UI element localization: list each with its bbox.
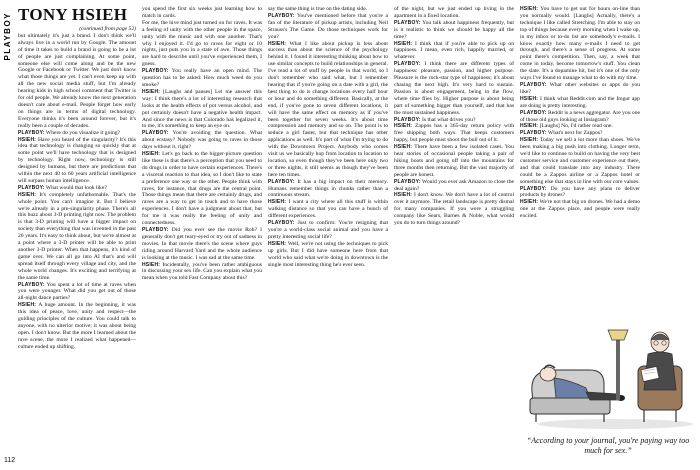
paragraph [18,302,136,350]
paragraph-text: Is that what drives you? [422,116,476,123]
speaker-label: HSIEH: [268,40,287,47]
paragraph [18,185,136,192]
speaker-label: PLAYBOY: [268,12,295,19]
paragraph-text: You really have an open mind. The question has to be asked: How much weed do you smoke? [142,68,262,88]
paragraph-text: It's completely unfathomable. That's the whole point. You can't imagine it. But I believe we're already in a pre-singularity phase. There's all this buzz about 3-D printing right now. The problem is that 3-D printing will have a bigger impact on society than everything that was invented in the past 20 years. It's easy to think about, but we're almost at a point where a 3-D printer will be able to print another 3-D printer. When that happens, it's kind of game over. We can all go into AI that's and will spread itself through every village and city, and the whole world changes. It's exciting and terrifying at the same time. [18,191,136,281]
paragraph [18,282,136,303]
speaker-label: PLAYBOY: [394,116,421,123]
paragraph [520,186,640,200]
paragraph [268,41,388,179]
column-paragraphs [394,6,514,227]
paragraph-text: say the same thing is true on the dating side. [268,6,368,12]
paragraph [394,41,514,62]
speaker-label: PLAYBOY: [268,178,295,185]
column-paragraphs [142,6,262,282]
paragraph-text: I want a city where all this stuff is within walking distance so that you can have a bunch of different experiences. [268,199,388,220]
speaker-label: PLAYBOY: [18,184,45,191]
paragraph [142,89,262,130]
paragraph-text: A huge amount. In the beginning, it was this idea of peace, love, unity and respect—the guiding principles of the culture. You could talk to anyone, with no ulterior motive; it was about being open. I don't know. But the more I learned about the rave scene, the more I realized what happened—culture ended up shifting. [18,302,136,350]
paragraph-text: you spend the first six weeks just learning how to match in cards. [142,6,262,19]
cartoon-caption: “According to your journal, you're paying way too much for sex.” [526,436,690,455]
paragraph-text: Reddit is a news aggregator. Are you one of those old guys looking at Instagram? [520,109,640,123]
paragraph-text: You have to get out for hours on-line than you normally would. [Laughs] Actually, there's a technique I like called Stretching. I'm able to stay on top of things because every morning when I wake up, in my inbox or to-do list are somebody's e-mails. I know exactly how many e-mails I need to get through, and there's a sense of progress. At some point there's competition. Then, say, a week that come in today, become tomorrow's stuff. You clean the slate. It's a dopamine hit, but it's one of the only ways I've found to manage what to do with my time. [520,6,640,82]
speaker-label: PLAYBOY: [142,227,169,233]
paragraph [520,110,640,124]
paragraph-text: What I like about pickup is less about success than about the science of the psychology behind it. I found it interesting thinking about how to use similar concepts to build relationships in general. I've read a lot of stuff by people in that world, so I don't remember who said what, but I remember hearing that if you're going on a date with a girl, the best thing to do is change locations every half hour or hour and do something different. Basically, at the end, if you've gone to seven different locations, it will have the same effect on memory as if you've been together for seven weeks. It's about time compression and memory and so on. The point is to seduce a girl faster, but that technique has other applications as well. It's part of what I'm trying to do with the Downtown Project. Anybody who comes visit us we basically hop from location to location to location, so even though they've been here only two or three nights, it still seems as though they've been here ten times. [268,40,388,178]
paragraph-text: There have been a few isolated cases. You hear stories of occasional people taking a pair of hiking boots and going off into the mountains for three months then returning. But the vast majority of people are honest. [394,144,514,178]
paragraph [142,227,262,262]
speaker-label: HSIEH: [142,261,161,268]
speaker-label: PLAYBOY: [520,109,547,116]
paragraph-text: I think there are different types of happiness: pleasure, passion, and higher purpose. Pleasure is the rock-star type of happiness; it's about chasing the next high. It's very hard to sustain. Passion is about engagement, being in the flow, where time flies by. Higher purpose is about being part of something bigger than yourself, and that has the most sustained happiness. [394,61,514,116]
paragraph [520,137,640,185]
page-number: 112 [4,457,16,464]
paragraph [520,6,640,82]
paragraph-text: You spent a lot of time at raves when you were younger. What did you get out of those all-night dance parties? [18,281,136,302]
speaker-label: HSIEH: [142,88,161,95]
speaker-label: PLAYBOY: [18,281,45,288]
column-paragraphs [520,6,640,220]
paragraph-text: I think that if you're able to pick up on happiness. I mean, even rich, happily married, or whatever. [394,40,514,61]
speaker-label: HSIEH: [520,6,539,12]
paragraph [520,96,640,110]
paragraph [268,13,388,41]
text-column-4 [394,6,514,464]
paragraph-text: Today we sell a lot more than shoes. We've been making a big push into clothing. Longer term, we'd like to continue to build on having the very best customer service and customer experience out there, and that could translate into any industry. There could be a Zappos airline or a Zappos hotel or something else that stays in line with our core values. [520,137,640,185]
paragraph [268,6,388,13]
paragraph-text: Would you ever ask Amazon to close the deal again? [394,178,514,192]
paragraph-text: Let's go back to the bigger-picture question like these is that there's a perception that you need to do drugs in order to have certain experiences. There's a visceral reaction to that idea, so I don't like to state a preference one way or the other. People think with raves, for instance, that drugs are the central point. Those things mean that there are certainly drugs, and raves are a way to get in touch and to have those experiences. I don't have a judgment about that, but for me it was really the feeling of unity and connectedness. [142,151,262,227]
text-column-3 [268,6,388,464]
paragraph [18,130,136,137]
paragraph-text: You're avoiding the question. What about ecstasy? Nobody was going to raves in those days without it, right? [142,130,262,151]
paragraph [142,130,262,151]
paragraph-text: We're not that big on drones. We had a demo one at the Zappos place, and people were really excited. [520,199,640,220]
speaker-label: PLAYBOY: [520,185,547,192]
paragraph-text: [Laughs] No, I'd rather read one. [539,123,613,130]
paragraph-text: Did you ever see the movie Rob? I generally don't get teary-eyed or try out of sadness in movies. In that movie there's the scene where guys riding around Harvard Yard and the whole audience is looking at the music. I was sad at the same time. [142,227,262,261]
speaker-label: HSIEH: [394,192,413,199]
paragraph-text: What would that look like? [45,184,107,191]
paragraph-text: Incidentally, you've been rather ambiguous in discussing your sex life. Can you explain what you mean when you told Fast Company about this? [142,261,262,282]
paragraph [394,123,514,144]
magazine-side-label: PLAYBOY [3,12,12,61]
speaker-label: HSIEH: [394,123,413,130]
paragraph-text: Just to confirm: You're resigning that you're a world-class social animal and you have a pretty interesting social life? [268,220,388,240]
paragraph-text: I think what Reddit.com and the Imgur app are doing is pretty interesting. [520,95,640,109]
paragraph [268,241,388,269]
speaker-label: HSIEH: [394,144,413,151]
column-paragraphs [268,6,388,268]
paragraph [394,179,514,193]
paragraph [268,199,388,220]
text-column-5 [520,6,640,306]
speaker-label: PLAYBOY: [394,61,421,68]
speaker-label: HSIEH: [520,95,539,102]
paragraph-text: Have you heard of the singularity? It's this idea that technology is changing so quickly that at some point we'll have technology that is designed by technology. Right now, technology is still designed by humans, but there are predictions that within the next 40 to 60 years artificial intelligence will surpass human intelligence. [18,136,136,184]
speaker-label: HSIEH: [394,40,413,47]
text-column-2 [142,6,262,464]
text-column-1 [18,6,136,464]
paragraph [18,137,136,185]
paragraph [394,61,514,116]
paragraph [394,6,514,20]
paragraph [142,262,262,283]
paragraph [394,117,514,124]
paragraph-text: Well, we're not using the techniques to pick up girls. But I did have someone here from that world who said what we're doing in downtown is the single most interesting thing he's ever seen. [268,240,388,268]
cartoon-illustration [520,300,696,430]
speaker-label: HSIEH: [142,151,161,158]
paragraph [520,82,640,96]
speaker-label: PLAYBOY: [18,129,45,136]
paragraph-text: but ultimately it's just a brand. I don't think we'll always live in a world run by Google. The amount of time it takes to build a brand is going to be a lot of people are just complaining. At some point, someone else will come along and be the new Google or Facebook or Twitter. We just don't know what those things are yet. I can't even keep up with all the new social media stuff, but I'm already hearing kids in high school comment that Twitter is for old people. We already know the next generation doesn't care about e-mail. People forget how early on things are in terms of digital technology. Everyone thinks it's been around forever, but it's really been a couple of decades. [18,32,136,129]
speaker-label: HSIEH: [268,199,287,206]
speaker-label: HSIEH: [18,136,37,143]
speaker-label: PLAYBOY: [268,220,295,227]
paragraph-text: Where do you visualize it going? [45,129,121,136]
paragraph [142,68,262,89]
speaker-label: HSIEH: [520,199,539,206]
speaker-label: HSIEH: [268,240,287,247]
article-headline: TONY HSIEH [18,6,128,24]
paragraph-text: Zappos has a 365-day return policy with free shipping both ways. That keeps customers happy, but people must shoot the bull out of it. [394,123,514,144]
paragraph-text: I don't know. We don't have a lot of control over it anymore. The retail landscape is pretty dismal for many companies. If you were a struggling company like Sears, Barnes & Noble, what would you do to turn things around? [394,192,514,227]
paragraph [394,20,514,41]
paragraph [268,179,388,200]
paragraph [268,220,388,241]
paragraph [142,20,262,68]
speaker-label: PLAYBOY: [142,130,169,137]
paragraph-text: What other websites or apps do you like? [520,81,640,95]
paragraph [18,192,136,282]
paragraph-text: [Laughs and pauses] Let me answer this way: I think there's a lot of interesting research that looks at the health effects of pot versus alcohol, and pot certainly doesn't have a negative health impact. And since the news is that Colorado has legalized it, to me, it's something to keep an eye on. [142,88,262,130]
paragraph [394,144,514,179]
speaker-label: HSIEH: [18,191,37,198]
paragraph-text: Do you have any plans to deliver products by drones? [520,185,640,199]
paragraph [18,33,136,130]
column-paragraphs [18,33,136,351]
paragraph [520,199,640,220]
speaker-label: PLAYBOY: [520,81,547,88]
speaker-label: PLAYBOY: [142,68,169,75]
paragraph-text: You've mentioned before that you're a fan of the literature of pickup artists, including Neil Strauss's The Game. Do those techniques work for you? [268,12,388,40]
paragraph-text: It has a big impact on their memory. Humans remember things in chunks rather than a continuous stream. [268,178,388,199]
paragraph-text: of the night, but we just ended up living in the apartment in a fixed location. [394,6,514,19]
speaker-label: PLAYBOY: [394,19,421,26]
speaker-label: HSIEH: [520,123,539,130]
paragraph [520,130,640,137]
paragraph [142,151,262,227]
paragraph-text: You talk about happiness frequently, but is it realistic to think we should be happy all the time? [394,19,514,40]
speaker-label: PLAYBOY: [394,178,421,185]
paragraph-text: What's next for Zappos? [547,130,603,137]
continued-note: (continued from page 52) [79,26,136,32]
paragraph-text: For me, the hive mind just turned on for raves. It was a feeling of unity with the other people in the space, unity with the music and with one another. That's why I enjoyed it. I'd go to raves for eight or 10 nights, just puts you in a state of awe. Those things are hard to describe until you've experienced them, I guess. [142,19,262,68]
paragraph [394,192,514,227]
speaker-label: PLAYBOY: [520,130,547,137]
speaker-label: HSIEH: [520,137,539,144]
paragraph [142,6,262,20]
speaker-label: HSIEH: [18,302,37,309]
